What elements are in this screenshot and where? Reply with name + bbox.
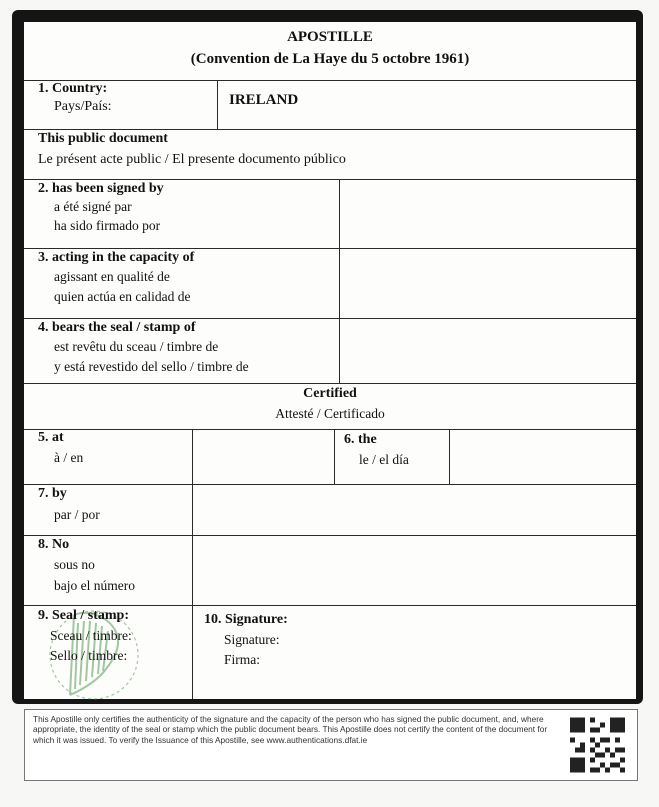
- form-title: APOSTILLE: [287, 29, 373, 45]
- capacity-sub-fr: agissant en qualité de: [54, 269, 170, 284]
- public-document-label: This public document: [38, 131, 168, 146]
- form-subtitle: (Convention de La Haye du 5 octobre 1961): [190, 51, 470, 67]
- divider: [192, 429, 193, 699]
- signature-label: 10. Signature:: [204, 612, 288, 627]
- at-sub: à / en: [54, 450, 84, 465]
- number-sub-es: bajo el número: [54, 578, 135, 593]
- divider: [24, 80, 636, 81]
- country-label: 1. Country:: [38, 81, 108, 96]
- signature-sub-fr: Signature:: [224, 632, 280, 647]
- qr-code-icon: [570, 717, 625, 773]
- seal-sub-es: Sello / timbre:: [50, 648, 128, 663]
- divider: [24, 605, 636, 606]
- number-label: 8. No: [38, 537, 70, 552]
- capacity-label: 3. acting in the capacity of: [38, 250, 195, 265]
- footer-text: This Apostille only certifies the authenticity of the signature and the capacity of the person who has signed the public document, and, where appropriate, the identity of the seal or stamp which the public document bears. This Apostille does not certify the content of the document for which it was issued. To verify the Issuance of this Apostille, see www.authentications.dfat.ie: [33, 714, 548, 745]
- divider: [24, 248, 636, 249]
- divider: [217, 80, 218, 129]
- certified-label: Certified: [303, 386, 357, 401]
- apostille-form: [24, 22, 636, 699]
- divider: [24, 318, 636, 319]
- divider: [24, 179, 636, 180]
- country-sub: Pays/País:: [54, 99, 112, 114]
- divider: [24, 383, 636, 384]
- seal-sub-fr: Sceau / timbre:: [50, 628, 132, 643]
- seal-label: 9. Seal / stamp:: [38, 608, 129, 623]
- seal-stamp-of-sub-fr: est revêtu du sceau / timbre de: [54, 339, 219, 354]
- signature-sub-es: Firma:: [224, 652, 260, 667]
- capacity-sub-es: quien actúa en calidad de: [54, 289, 191, 304]
- divider: [24, 535, 636, 536]
- divider: [339, 179, 340, 383]
- the-label: 6. the: [344, 432, 377, 447]
- divider: [334, 429, 335, 484]
- by-sub: par / por: [54, 507, 100, 522]
- divider: [24, 129, 636, 130]
- divider: [24, 484, 636, 485]
- by-label: 7. by: [38, 486, 67, 501]
- certified-sub: Attesté / Certificado: [275, 406, 385, 421]
- public-document-sub: Le présent acte public / El presente documento público: [38, 152, 346, 167]
- seal-stamp-of-label: 4. bears the seal / stamp of: [38, 320, 196, 335]
- divider: [449, 429, 450, 484]
- verification-footer: [24, 709, 638, 781]
- seal-stamp-of-sub-es: y está revestido del sello / timbre de: [54, 359, 249, 374]
- signed-by-sub-fr: a été signé par: [54, 199, 132, 214]
- signed-by-sub-es: ha sido firmado por: [54, 218, 161, 233]
- at-label: 5. at: [38, 430, 64, 445]
- the-sub: le / el día: [359, 452, 409, 467]
- divider: [24, 429, 636, 430]
- number-sub-fr: sous no: [54, 557, 95, 572]
- country-value: IRELAND: [229, 92, 299, 108]
- signed-by-label: 2. has been signed by: [38, 181, 164, 196]
